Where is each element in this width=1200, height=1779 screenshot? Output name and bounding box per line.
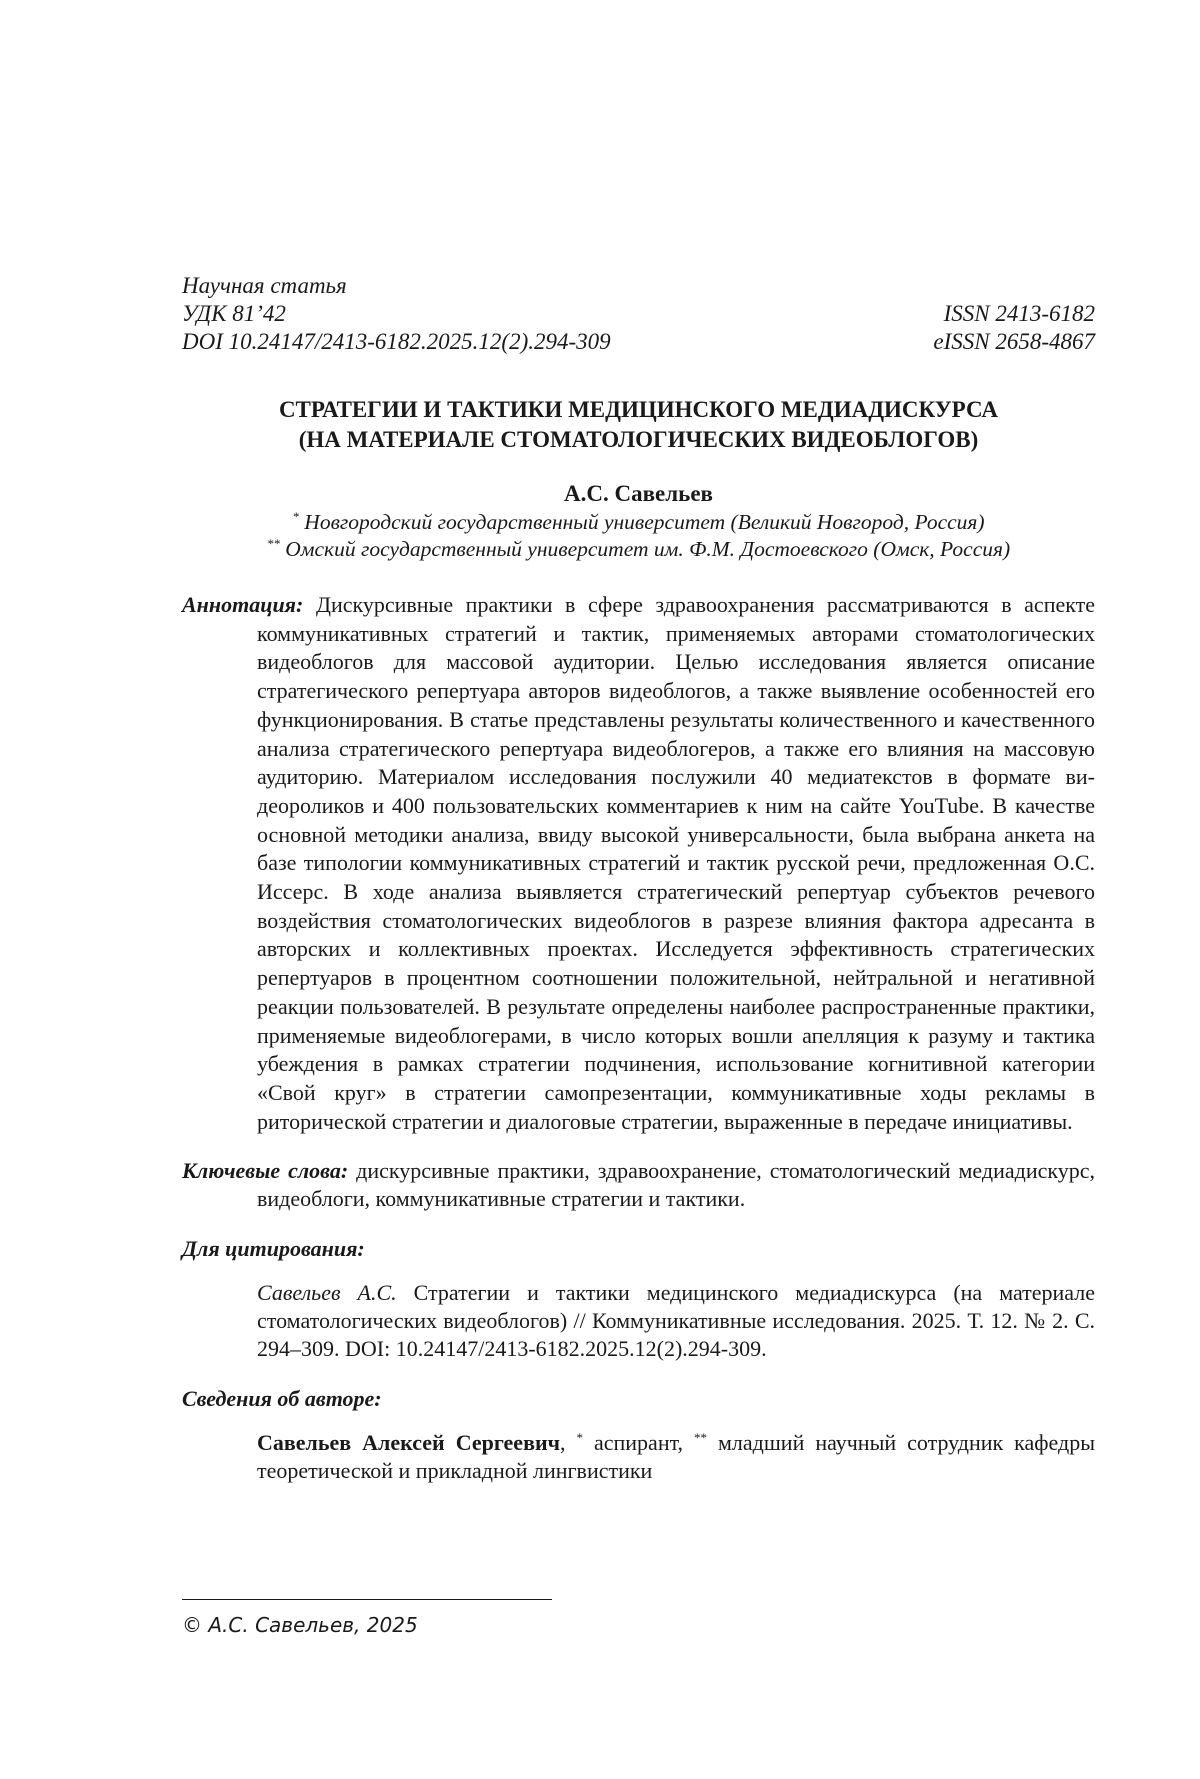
author-info-name: Савельев Алексей Сергеевич <box>257 1430 561 1456</box>
author-info-label: Сведения об авторе: <box>182 1386 382 1412</box>
keywords <box>182 1157 1095 1213</box>
author-info-role-1: аспирант, <box>593 1430 684 1456</box>
affiliation-2-text: Омский государственный университет им. Ф.М. Достоевского (Омск, Россия) <box>285 537 1011 561</box>
doi: DOI 10.24147/2413-6182.2025.12(2).294-309 <box>182 329 611 354</box>
author-info-mark-2: ** <box>694 1430 708 1446</box>
citation-label: Для цитирования: <box>182 1236 365 1262</box>
citation <box>182 1279 1095 1363</box>
citation-author: Савельев А.С. <box>257 1280 397 1306</box>
affiliation-2 <box>182 536 1095 563</box>
meta-row-doi <box>182 328 1095 356</box>
affiliation-1-text: Новгородский государственный университет (Великий Новгород, Россия) <box>304 510 985 534</box>
title-line-1: СТРАТЕГИИ И ТАКТИКИ МЕДИЦИНСКОГО МЕДИАДИСКУРСА <box>278 397 999 422</box>
meta-row-udc <box>182 300 1095 328</box>
article-content <box>182 272 1095 1485</box>
abstract-label: Аннотация: <box>182 592 304 617</box>
copyright: © А.С. Савельев, 2025 <box>182 1613 418 1637</box>
eissn: eISSN 2658-4867 <box>933 329 1095 354</box>
footnote-divider <box>182 1599 552 1600</box>
article-meta <box>182 272 1095 356</box>
title-line-2: (НА МАТЕРИАЛЕ СТОМАТОЛОГИЧЕСКИХ ВИДЕОБЛОГОВ) <box>298 427 979 452</box>
author-info-mark-1: * <box>576 1430 584 1446</box>
author-info-role-2: младший научный сотрудник кафедры теоретической и прикладной лингвистики <box>257 1430 1095 1484</box>
keywords-label: Ключевые слова: <box>182 1158 349 1184</box>
affiliation-1 <box>182 509 1095 536</box>
abstract <box>182 591 1095 1136</box>
abstract-text: Дискурсивные практики в сфере здравоохранения рассматриваются в аспекте коммуникативных стратегий и тактик, применяемых авторами стоматологических видеоблогов для массовой аудитории. Целью исследования является описание стратегического репертуара авторов видеоблогов, а также выявление особенностей его функционирования. В статье представлены результаты количественного и качественного анализа стратегического репертуара видеоблогеров, а также его влияния на массовую аудиторию. Материалом исследования послужили 40 медиатекстов в формате видеороликов и 400 пользовательских комментариев к ним на сайте YouTube. В качестве основной методики анализа, ввиду высокой универсальности, была выбрана анкета на базе типологии коммуникативных стратегий и тактик русской речи, предложенная О.С. Иссерс. В ходе анализа выявляется стратегический репертуар субъектов речевого воздействия стоматологических видеоблогов в разрезе влияния фактора адресанта в авторских и коллективных проектах. Исследуется эффективность стратегических репертуаров в процентном соотношении положительной, нейтральной и негативной реакции пользователей. В результате определены наиболее распространенные практики, применяемые видеоблогерами, в число которых вошли апелляция к разуму и тактика убеждения в рамках стратегии подчинения, использование когнитивной категории «Свой круг» в стратегии самопрезентации, коммуникативные ходы рекламы в риторической стратегии и диалоговые стратегии, выраженные в передаче инициативы. <box>257 592 1096 1134</box>
issn: ISSN 2413-6182 <box>943 301 1095 326</box>
author-info: Савельев Алексей Сергеевич, * аспирант, ** младший научный сотрудник кафедры теоретической и прикладной лингвистики <box>257 1430 1095 1484</box>
article-type: Научная статья <box>182 273 347 298</box>
udc-code: УДК 81’42 <box>182 301 286 326</box>
author-name: А.С. Савельев <box>564 481 713 506</box>
affiliation-2-mark: ** <box>266 536 280 551</box>
keywords-text: дискурсивные практики, здравоохранение, стоматологический медиадискурс, видеоблоги, коммуникативные стратегии и тактики. <box>257 1158 1095 1212</box>
citation-text: Стратегии и тактики медицинского медиадискурса (на материале стоматологических видеоблогов) // Коммуникативные исследования. 2025. Т. 12. № 2. С. 294–309. DOI: 10.24147/2413-6182.2025.12(2).294-309. <box>257 1280 1096 1362</box>
article-title <box>182 395 1095 455</box>
affiliation-1-mark: * <box>292 509 299 524</box>
